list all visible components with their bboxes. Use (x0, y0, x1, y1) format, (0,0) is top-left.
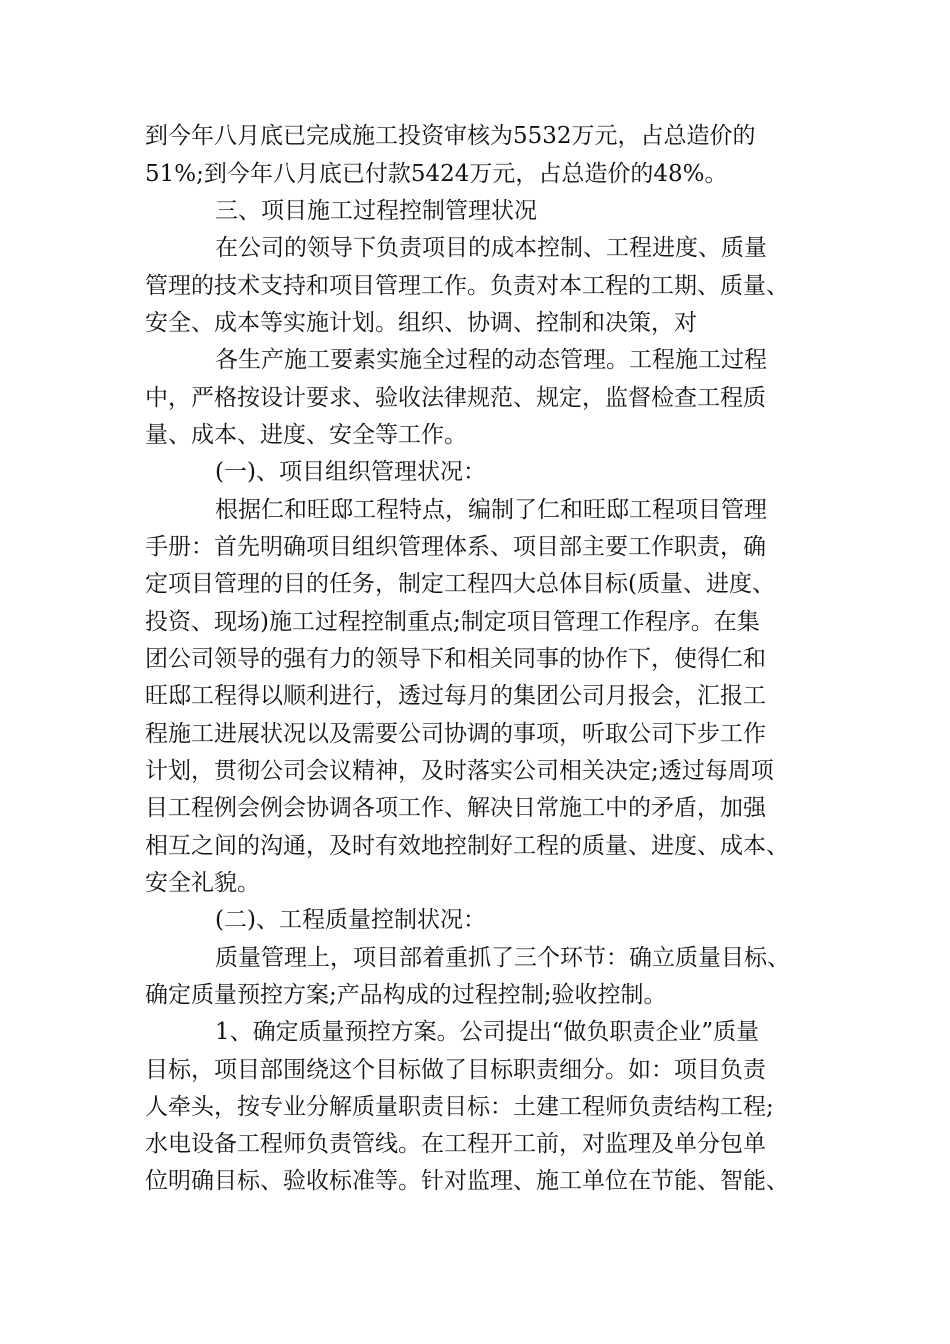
text-line: 定项目管理的目的任务，制定工程四大总体目标(质量、进度、 (145, 571, 775, 597)
text-line: 程施工进展状况以及需要公司协调的事项，听取公司下步工作 (145, 721, 766, 747)
paragraph-start: 在公司的领导下负责项目的成本控制、工程进度、质量 (215, 235, 767, 261)
text-line: 安全、成本等实施计划。组织、协调、控制和决策，对 (145, 310, 697, 336)
subsection-heading: (一)、项目组织管理状况： (215, 459, 486, 485)
text-line: 计划，贯彻公司会议精神，及时落实公司相关决定;透过每周项 (145, 758, 774, 784)
subsection-heading: (二)、工程质量控制状况： (215, 907, 486, 933)
text-line: 人牵头，按专业分解质量职责目标：土建工程师负责结构工程; (145, 1094, 774, 1120)
paragraph-start: 1、确定质量预控方案。公司提出“做负职责企业”质量 (215, 1019, 760, 1045)
text-line: 位明确目标、验收标准等。针对监理、施工单位在节能、智能、 (145, 1168, 789, 1194)
text-line: 旺邸工程得以顺利进行，透过每月的集团公司月报会，汇报工 (145, 683, 766, 709)
text-line: 投资、现场)施工过程控制重点;制定项目管理工作程序。在集 (145, 609, 760, 635)
text-line: 目工程例会例会协调各项工作、解决日常施工中的矛盾，加强 (145, 795, 766, 821)
text-line: 手册：首先明确项目组织管理体系、项目部主要工作职责，确 (145, 534, 766, 560)
text-line: 安全礼貌。 (145, 870, 260, 896)
text-line: 相互之间的沟通，及时有效地控制好工程的质量、进度、成本、 (145, 833, 789, 859)
text-line: 确定质量预控方案;产品构成的过程控制;验收控制。 (145, 982, 667, 1008)
paragraph-start: 质量管理上，项目部着重抓了三个环节：确立质量目标、 (215, 945, 790, 971)
text-line: 目标，项目部围绕这个目标做了目标职责细分。如：项目负责 (145, 1057, 766, 1083)
paragraph-start: 根据仁和旺邸工程特点，编制了仁和旺邸工程项目管理 (215, 497, 767, 523)
text-line: 量、成本、进度、安全等工作。 (145, 422, 467, 448)
text-line: 到今年八月底已完成施工投资审核为5532万元，占总造价的 (145, 123, 756, 149)
text-line: 中，严格按设计要求、验收法律规范、规定，监督检查工程质 (145, 385, 766, 411)
paragraph-start: 各生产施工要素实施全过程的动态管理。工程施工过程 (215, 347, 767, 373)
text-line: 管理的技术支持和项目管理工作。负责对本工程的工期、质量、 (145, 273, 789, 299)
text-line: 团公司领导的强有力的领导下和相关同事的协作下，使得仁和 (145, 646, 766, 672)
section-heading: 三、项目施工过程控制管理状况 (215, 198, 537, 224)
text-line: 水电设备工程师负责管线。在工程开工前，对监理及单分包单 (145, 1131, 766, 1157)
text-line: 51%;到今年八月底已付款5424万元，占总造价的48%。 (145, 161, 728, 187)
